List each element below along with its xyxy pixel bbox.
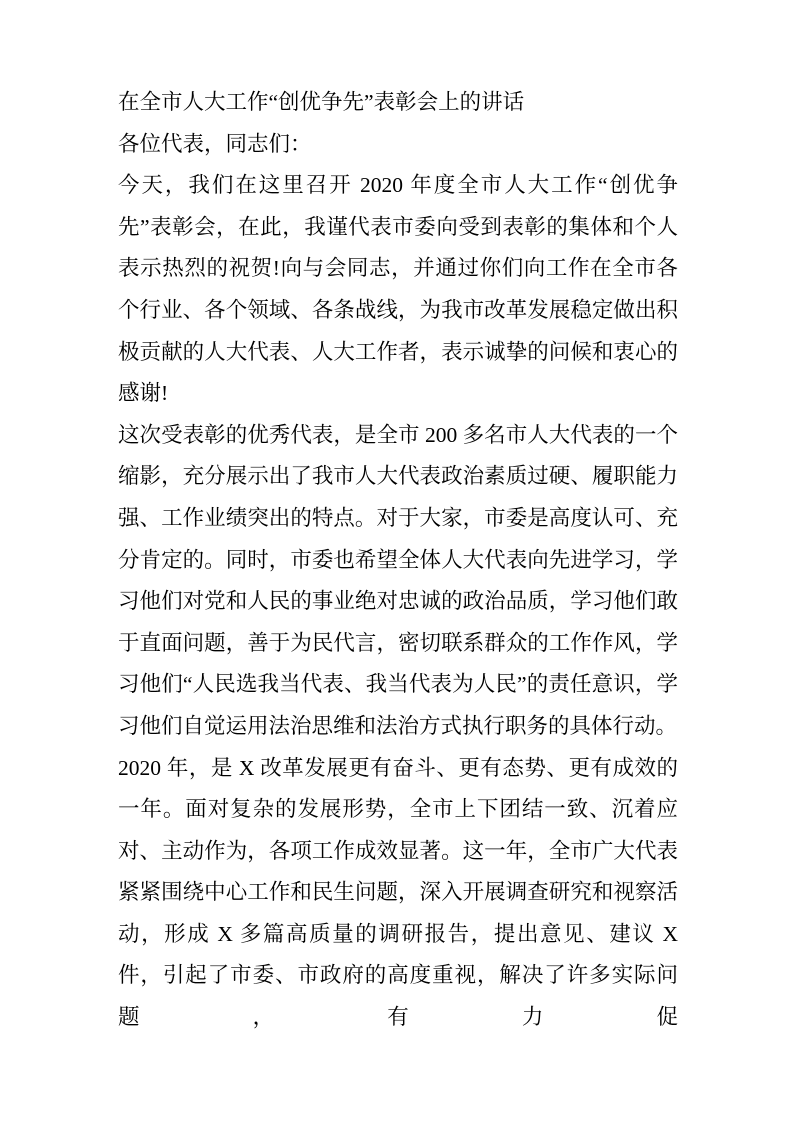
document-body <box>118 82 678 1080</box>
paragraph-year-review: 2020 年，是 X 改革发展更有奋斗、更有态势、更有成效的一年。面对复杂的发展形势，全市上下团结一致、沉着应对、主动作为，各项工作成效显著。这一年，全市广大代表紧紧围绕中心工作和民生问题，深入开展调查研究和视察活动，形成 X 多篇高质量的调研报告，提出意见、建议 X 件，引起了市委、市政府的高度重视，解决了许多实际问题，有力促 <box>118 755 678 1030</box>
salutation-line: 各位代表，同志们： <box>118 131 312 156</box>
document-title: 在全市人大工作“创优争先”表彰会上的讲话 <box>118 90 525 114</box>
paragraph-greeting: 今天，我们在这里召开 2020 年度全市人大工作“创优争先”表彰会，在此，我谨代表市委向受到表彰的集体和个人表示热烈的祝贺!向与会同志，并通过你们向工作在全市各个行业、各个领域、各条战线，为我市改革发展稳定做出积极贡献的人大代表、人大工作者，表示诚挚的问候和衷心的感谢! <box>118 173 678 406</box>
paragraph-commendation: 这次受表彰的优秀代表，是全市 200 多名市人大代表的一个缩影，充分展示出了我市人大代表政治素质过硬、履职能力强、工作业绩突出的特点。对于大家，市委是高度认可、充分肯定的。同时，市委也希望全体人大代表向先进学习，学习他们对党和人民的事业绝对忠诚的政治品质，学习他们敢于直面问题，善于为民代言，密切联系群众的工作作风，学习他们“人民选我当代表、我当代表为人民”的责任意识，学习他们自觉运用法治思维和法治方式执行职务的具体行动。 <box>118 422 678 738</box>
